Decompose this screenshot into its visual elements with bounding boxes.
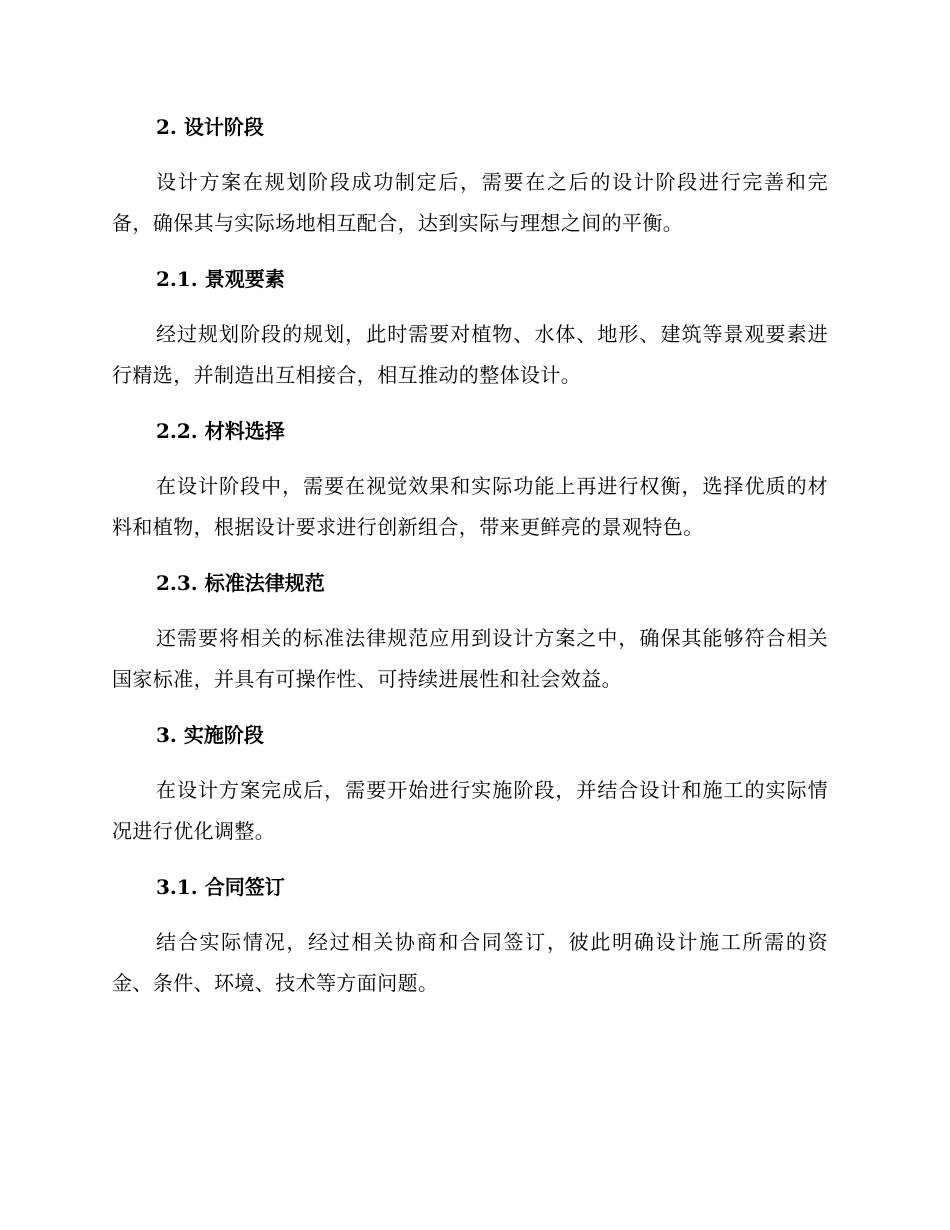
section-paragraph-3-1: 结合实际情况，经过相关协商和合同签订，彼此明确设计施工所需的资金、条件、环境、技术等方面问题。: [112, 930, 828, 995]
section-heading-2-3: 2.3. 标准法律规范: [156, 571, 325, 595]
section-paragraph-2-3: 还需要将相关的标准法律规范应用到设计方案之中，确保其能够符合相关国家标准，并具有可操作性、可持续进展性和社会效益。: [112, 626, 828, 691]
section-heading-2-1: 2.1. 景观要素: [156, 267, 285, 291]
section-heading-2-2: 2.2. 材料选择: [156, 419, 285, 443]
section-heading-3: 3. 实施阶段: [156, 723, 264, 747]
section-heading-2: 2. 设计阶段: [156, 115, 264, 139]
section-paragraph-2-1: 经过规划阶段的规划，此时需要对植物、水体、地形、建筑等景观要素进行精选，并制造出互相接合，相互推动的整体设计。: [112, 322, 828, 387]
section-paragraph-2: 设计方案在规划阶段成功制定后，需要在之后的设计阶段进行完善和完备，确保其与实际场地相互配合，达到实际与理想之间的平衡。: [112, 170, 828, 235]
section-paragraph-2-2: 在设计阶段中，需要在视觉效果和实际功能上再进行权衡，选择优质的材料和植物，根据设计要求进行创新组合，带来更鲜亮的景观特色。: [112, 474, 828, 539]
section-heading-3-1: 3.1. 合同签订: [156, 875, 285, 899]
section-paragraph-3: 在设计方案完成后，需要开始进行实施阶段，并结合设计和施工的实际情况进行优化调整。: [112, 778, 828, 843]
